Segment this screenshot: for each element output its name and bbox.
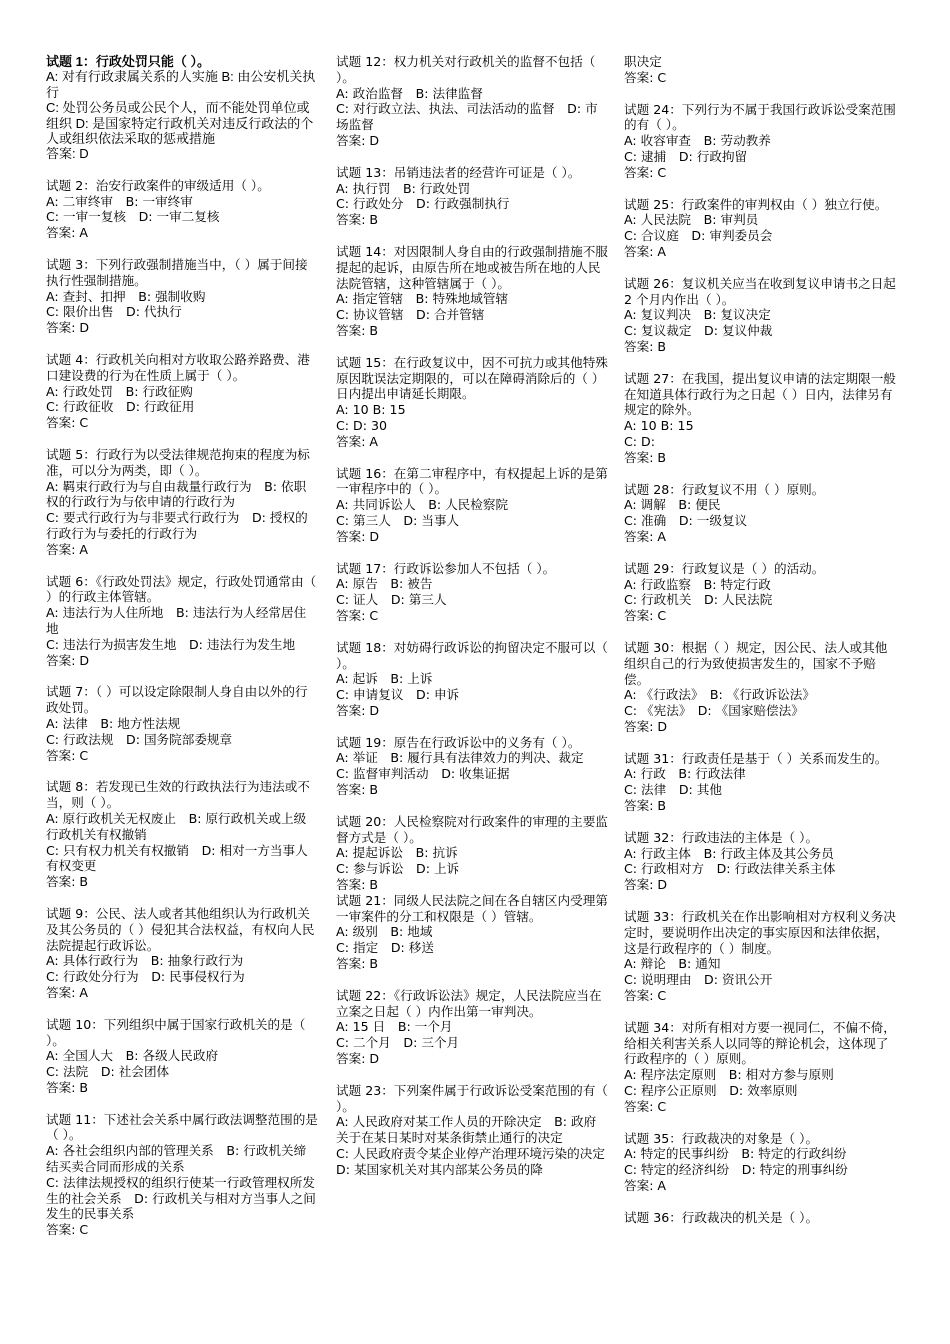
- question-options: A: 人民政府对某工作人员的开除决定 B: 政府关于在某日某时对某条街禁止通行的决定: [336, 1114, 597, 1146]
- question-options: C: 只有权力机关有权撤销 D: 相对一方当事人有权变更: [46, 842, 308, 874]
- question-options: C: 指定 D: 移送: [336, 940, 434, 956]
- question-answer: 答案: C: [624, 69, 667, 85]
- question-options: C: 逮捕 D: 行政拘留: [624, 148, 748, 164]
- question-options: C: 限价出售 D: 代执行: [46, 304, 182, 320]
- question-item: [46, 906, 318, 1001]
- question-answer: 答案: D: [336, 132, 380, 148]
- question-options: C: 参与诉讼 D: 上诉: [336, 861, 460, 877]
- question-answer: 答案: A: [624, 1178, 667, 1194]
- question-title: 试题 16：在第二审程序中，有权提起上诉的是第一审程序中的（ ）。: [336, 465, 608, 497]
- question-answer: 答案: D: [46, 320, 90, 336]
- question-item: [336, 988, 608, 1067]
- question-options: C: 行政相对方 D: 行政法律关系主体: [624, 861, 836, 877]
- question-title: 试题 28：行政复议不用（ ）原则。: [624, 481, 825, 497]
- question-title: 试题 24：下列行为不属于我国行政诉讼受案范围的有（ ）。: [624, 101, 896, 133]
- question-title: 试题 32：行政违法的主体是（ ）。: [624, 829, 819, 845]
- question-item: [336, 466, 608, 545]
- question-title: 试题 2：治安行政案件的审级适用（ ）。: [46, 177, 270, 193]
- question-options: A: 10 B: 15: [336, 402, 406, 418]
- question-answer: 答案: C: [624, 1098, 667, 1114]
- question-answer: 答案: C: [624, 608, 667, 624]
- question-options: C: 第三人 D: 当事人: [336, 512, 460, 528]
- question-options: A: 行政监察 B: 特定行政: [624, 576, 771, 592]
- question-options: C: D:: [624, 433, 655, 449]
- question-options: C: 违法行为损害发生地 D: 违法行为发生地: [46, 636, 296, 652]
- question-answer: 答案: B: [336, 322, 379, 338]
- question-options: A: 政治监督 B: 法律监督: [336, 85, 483, 101]
- question-item: [624, 482, 896, 545]
- question-item: [336, 893, 608, 972]
- question-options: C: 程序公正原则 D: 效率原则: [624, 1083, 798, 1099]
- question-answer: 答案: C: [46, 415, 89, 431]
- question-answer: 答案: C: [624, 988, 667, 1004]
- question-answer: 答案: B: [336, 212, 379, 228]
- question-answer: 答案: A: [624, 243, 667, 259]
- question-item: [624, 371, 896, 466]
- question-title: 试题 30：根据（ ）规定，因公民、法人或其他组织自己的行为致使损害发生的，国家不予赔偿。: [624, 639, 888, 687]
- question-options: C: 法院 D: 社会团体: [46, 1064, 170, 1080]
- question-title: 试题 8：若发现已生效的行政执法行为违法或不当，则（ ）。: [46, 779, 310, 811]
- question-options: C: 合议庭 D: 审判委员会: [624, 228, 773, 244]
- question-item: [46, 574, 318, 669]
- question-options: C: 行政机关 D: 人民法院: [624, 592, 773, 608]
- question-options: C: 行政处分 D: 行政强制执行: [336, 196, 510, 212]
- question-answer: 答案: D: [624, 718, 668, 734]
- question-answer: 答案: A: [46, 541, 89, 557]
- question-options: A: 《行政法》 B: 《行政诉讼法》: [624, 687, 815, 703]
- question-options: A: 程序法定原则 B: 相对方参与原则: [624, 1067, 834, 1083]
- question-options: A: 对有行政隶属关系的人实施 B: 由公安机关执行: [46, 69, 316, 100]
- question-item: [336, 561, 608, 624]
- question-options: A: 指定管辖 B: 特殊地域管辖: [336, 291, 509, 307]
- question-title: 试题 11：下述社会关系中属行政法调整范围的是（ ）。: [46, 1111, 318, 1143]
- question-answer: 答案: A: [46, 984, 89, 1000]
- question-options: A: 行政主体 B: 行政主体及其公务员: [624, 845, 834, 861]
- exam-page: [46, 54, 910, 1304]
- question-options: C: 准确 D: 一级复议: [624, 513, 748, 529]
- question-options: C: 证人 D: 第三人: [336, 592, 447, 608]
- question-answer: 答案: B: [336, 877, 379, 893]
- question-options: A: 全国人大 B: 各级人民政府: [46, 1048, 219, 1064]
- question-options: A: 特定的民事纠纷 B: 特定的行政纠纷: [624, 1146, 847, 1162]
- question-options: C: 监督审判活动 D: 收集证据: [336, 766, 510, 782]
- question-title: 试题 25：行政案件的审判权由（ ）独立行使。: [624, 196, 888, 212]
- question-answer: 答案: D: [624, 877, 668, 893]
- question-title: 试题 34：对所有相对方要一视同仁，不偏不倚，给相关利害关系人以同等的辩论机会，这体现了行政程序的（ ）原则。: [624, 1019, 896, 1067]
- question-options: 职决定: [624, 54, 662, 69]
- question-options: C: 行政法规 D: 国务院部委规章: [46, 731, 233, 747]
- question-item: [46, 684, 318, 763]
- question-item: [336, 165, 608, 228]
- question-options: A: 执行罚 B: 行政处罚: [336, 180, 471, 196]
- question-options: A: 法律 B: 地方性法规: [46, 715, 181, 731]
- question-title: 试题 3：下列行政强制措施当中，（ ）属于间接执行性强制措施。: [46, 257, 308, 288]
- question-answer: 答案: D: [336, 528, 380, 544]
- question-options: C: 行政处分行为 D: 民事侵权行为: [46, 969, 245, 985]
- question-options: C: 申请复议 D: 申诉: [336, 687, 460, 703]
- question-answer: 答案: C: [46, 1222, 89, 1238]
- question-title: 试题 20：人民检察院对行政案件的审理的主要监督方式是（ ）。: [336, 813, 608, 845]
- question-options: A: 调解 B: 便民: [624, 497, 721, 513]
- question-options: A: 级别 B: 地域: [336, 924, 433, 940]
- question-item: [46, 178, 318, 241]
- question-options: C: 二个月 D: 三个月: [336, 1035, 460, 1051]
- question-options: A: 15 日 B: 一个月: [336, 1019, 453, 1035]
- question-title: 试题 29：行政复议是（ ）的活动。: [624, 560, 825, 576]
- question-item: [624, 197, 896, 260]
- question-title: 试题 33：行政机关在作出影响相对方权利义务决定时，要说明作出决定的事实原因和法律依据，这是行政程序的（ ）制度。: [624, 909, 896, 956]
- question-answer: 答案: B: [624, 798, 667, 814]
- question-answer: 答案: B: [624, 449, 667, 465]
- question-item: [624, 751, 896, 814]
- question-item: [46, 1017, 318, 1096]
- column-2: [336, 54, 618, 1194]
- question-options: A: 10 B: 15: [624, 418, 694, 434]
- question-options: A: 收容审查 B: 劳动教养: [624, 133, 771, 149]
- question-options: C: 《宪法》 D: 《国家赔偿法》: [624, 703, 804, 719]
- question-item: [336, 244, 608, 339]
- question-options: C: 复议裁定 D: 复议仲裁: [624, 323, 773, 339]
- question-answer: 答案: D: [336, 702, 380, 718]
- question-item: [336, 814, 608, 893]
- question-item: [46, 54, 318, 162]
- question-options: C: 协议管辖 D: 合并管辖: [336, 307, 485, 323]
- question-answer: 答案: D: [336, 1051, 380, 1067]
- question-item: [624, 909, 896, 1004]
- question-options: A: 各社会组织内部的管理关系 B: 行政机关缔结买卖合同而形成的关系: [46, 1143, 307, 1175]
- question-item: [336, 54, 608, 149]
- question-answer: 答案: B: [46, 874, 89, 890]
- question-item: [336, 355, 608, 450]
- question-options: A: 辩论 B: 通知: [624, 956, 721, 972]
- question-item: [624, 830, 896, 893]
- question-options: A: 举证 B: 履行具有法律效力的判决、裁定: [336, 750, 584, 766]
- question-title: 试题 31：行政责任是基于（ ）关系而发生的。: [624, 750, 888, 766]
- question-options: A: 提起诉讼 B: 抗诉: [336, 845, 458, 861]
- question-answer: 答案: A: [624, 528, 667, 544]
- question-title: 试题 9：公民、法人或者其他组织认为行政机关及其公务员的（ ）侵犯其合法权益，有权向人民法院提起行政诉讼。: [46, 905, 315, 953]
- question-title: 试题 4：行政机关向相对方收取公路养路费、港口建设费的行为在性质上属于（ ）。: [46, 352, 310, 383]
- question-answer: 答案: D: [46, 652, 90, 668]
- question-answer: 答案: C: [624, 164, 667, 180]
- question-title: 试题 36：行政裁决的机关是（ ）。: [624, 1209, 819, 1225]
- question-options: C: 法律法规授权的组织行使某一行政管理权所发生的社会关系 D: 行政机关与相对方当事人之间发生的民事关系: [46, 1174, 316, 1222]
- question-title: 试题 14：对因限制人身自由的行政强制措施不服提起的起诉，由原告所在地或被告所在地的人民法院管辖，这种管辖属于（ ）。: [336, 243, 608, 291]
- question-options: A: 人民法院 B: 审判员: [624, 212, 759, 228]
- question-title: 试题 23：下列案件属于行政诉讼受案范围的有（ ）。: [336, 1082, 608, 1114]
- question-item: [46, 257, 318, 336]
- question-answer: 答案: B: [336, 956, 379, 972]
- question-item: [46, 779, 318, 890]
- question-title: 试题 18：对妨碍行政诉讼的拘留决定不服可以（ ）。: [336, 639, 608, 671]
- question-item: [624, 276, 896, 355]
- question-title: 试题 35：行政裁决的对象是（ ）。: [624, 1130, 819, 1146]
- question-options: C: 行政征收 D: 行政征用: [46, 399, 195, 415]
- question-answer: 答案: A: [336, 433, 379, 449]
- question-item: [624, 54, 896, 86]
- question-title: 试题 21：同级人民法院之间在各自辖区内受理第一审案件的分工和权限是（ ）管辖。: [336, 892, 608, 924]
- question-options: C: 法律 D: 其他: [624, 782, 722, 798]
- question-answer: 答案: B: [336, 782, 379, 798]
- question-item: [624, 102, 896, 181]
- question-title: 试题 15：在行政复议中，因不可抗力或其他特殊原因耽误法定期限的，可以在障碍消除后的（ ）日内提出申请延长期限。: [336, 354, 608, 402]
- question-options: C: 特定的经济纠纷 D: 特定的刑事纠纷: [624, 1162, 848, 1178]
- question-item: [624, 640, 896, 735]
- question-item: [624, 1020, 896, 1115]
- question-title: 试题 26：复议机关应当在收到复议申请书之日起 2 个月内作出（ ）。: [624, 275, 896, 307]
- question-item: [46, 447, 318, 558]
- column-3: [624, 54, 896, 1242]
- question-title: 试题 1：行政处罚只能（ ）。: [46, 54, 210, 69]
- question-title: 试题 19：原告在行政诉讼中的义务有（ ）。: [336, 734, 581, 750]
- column-1: [46, 54, 318, 1254]
- question-title: 试题 5：行政行为以受法律规范拘束的程度为标准，可以分为两类，即（ ）。: [46, 447, 310, 478]
- question-options: A: 具体行政行为 B: 抽象行政行为: [46, 953, 244, 969]
- question-title: 试题 13：吊销违法者的经营许可证是（ ）。: [336, 164, 581, 180]
- question-answer: 答案: B: [46, 1079, 89, 1095]
- question-options: A: 行政处罚 B: 行政征购: [46, 383, 193, 399]
- question-options: C: 对行政立法、执法、司法活动的监督 D: 市场监督: [336, 101, 598, 133]
- question-item: [336, 640, 608, 719]
- question-answer: 答案: D: [46, 146, 89, 162]
- question-options: A: 羁束行政行为与自由裁量行政行为 B: 依职权的行政行为与依申请的行政行为: [46, 478, 307, 510]
- question-item: [336, 735, 608, 798]
- question-answer: 答案: C: [46, 747, 89, 763]
- question-options: A: 查封、扣押 B: 强制收购: [46, 288, 206, 304]
- question-options: C: 处罚公务员或公民个人，而不能处罚单位或组织 D: 是国家特定行政机关对违反行政法的个人或组织依法采取的惩戒措施: [46, 100, 314, 147]
- question-options: A: 行政 B: 行政法律: [624, 766, 746, 782]
- question-options: A: 违法行为人住所地 B: 违法行为人经常居住地: [46, 605, 307, 636]
- question-title: 试题 22：《行政诉讼法》规定，人民法院应当在立案之日起（ ）内作出第一审判决。: [336, 987, 602, 1019]
- question-options: A: 起诉 B: 上诉: [336, 671, 433, 687]
- question-item: [624, 561, 896, 624]
- question-answer: 答案: B: [624, 338, 667, 354]
- question-answer: 答案: C: [336, 607, 379, 623]
- question-options: A: 原告 B: 被告: [336, 576, 433, 592]
- question-options: A: 复议判决 B: 复议决定: [624, 307, 771, 323]
- question-title: 试题 10：下列组织中属于国家行政机关的是（ ）。: [46, 1016, 306, 1048]
- question-title: 试题 12：权力机关对行政机关的监督不包括（ ）。: [336, 54, 596, 85]
- question-options: C: 要式行政行为与非要式行政行为 D: 授权的行政行为与委托的行政行为: [46, 510, 308, 541]
- question-title: 试题 27：在我国，提出复议申请的法定期限一般在知道具体行政行为之日起（ ）日内，法律另有规定的除外。: [624, 370, 896, 418]
- question-options: C: D: 30: [336, 417, 388, 433]
- question-options: C: 说明理由 D: 资讯公开: [624, 972, 773, 988]
- question-options: A: 共同诉讼人 B: 人民检察院: [336, 497, 509, 513]
- question-item: [46, 1112, 318, 1238]
- question-item: [336, 1082, 618, 1178]
- question-title: 试题 7：（ ）可以设定除限制人身自由以外的行政处罚。: [46, 684, 308, 716]
- question-answer: 答案: A: [46, 225, 89, 241]
- question-options: C: 一审一复核 D: 一审二复核: [46, 209, 220, 225]
- question-item: [624, 1131, 896, 1194]
- question-options: A: 原行政机关无权废止 B: 原行政机关或上级行政机关有权撤销: [46, 810, 307, 842]
- question-title: 试题 6：《行政处罚法》规定，行政处罚通常由（ ）的行政主体管辖。: [46, 573, 317, 605]
- question-title: 试题 17：行政诉讼参加人不包括（ ）。: [336, 560, 556, 576]
- question-item: [46, 352, 318, 431]
- question-item: [624, 1210, 896, 1226]
- question-options: A: 二审终审 B: 一审终审: [46, 193, 193, 209]
- question-options: C: 人民政府责令某企业停产治理环境污染的决定 D: 某国家机关对其内部某公务员的降: [336, 1146, 618, 1177]
